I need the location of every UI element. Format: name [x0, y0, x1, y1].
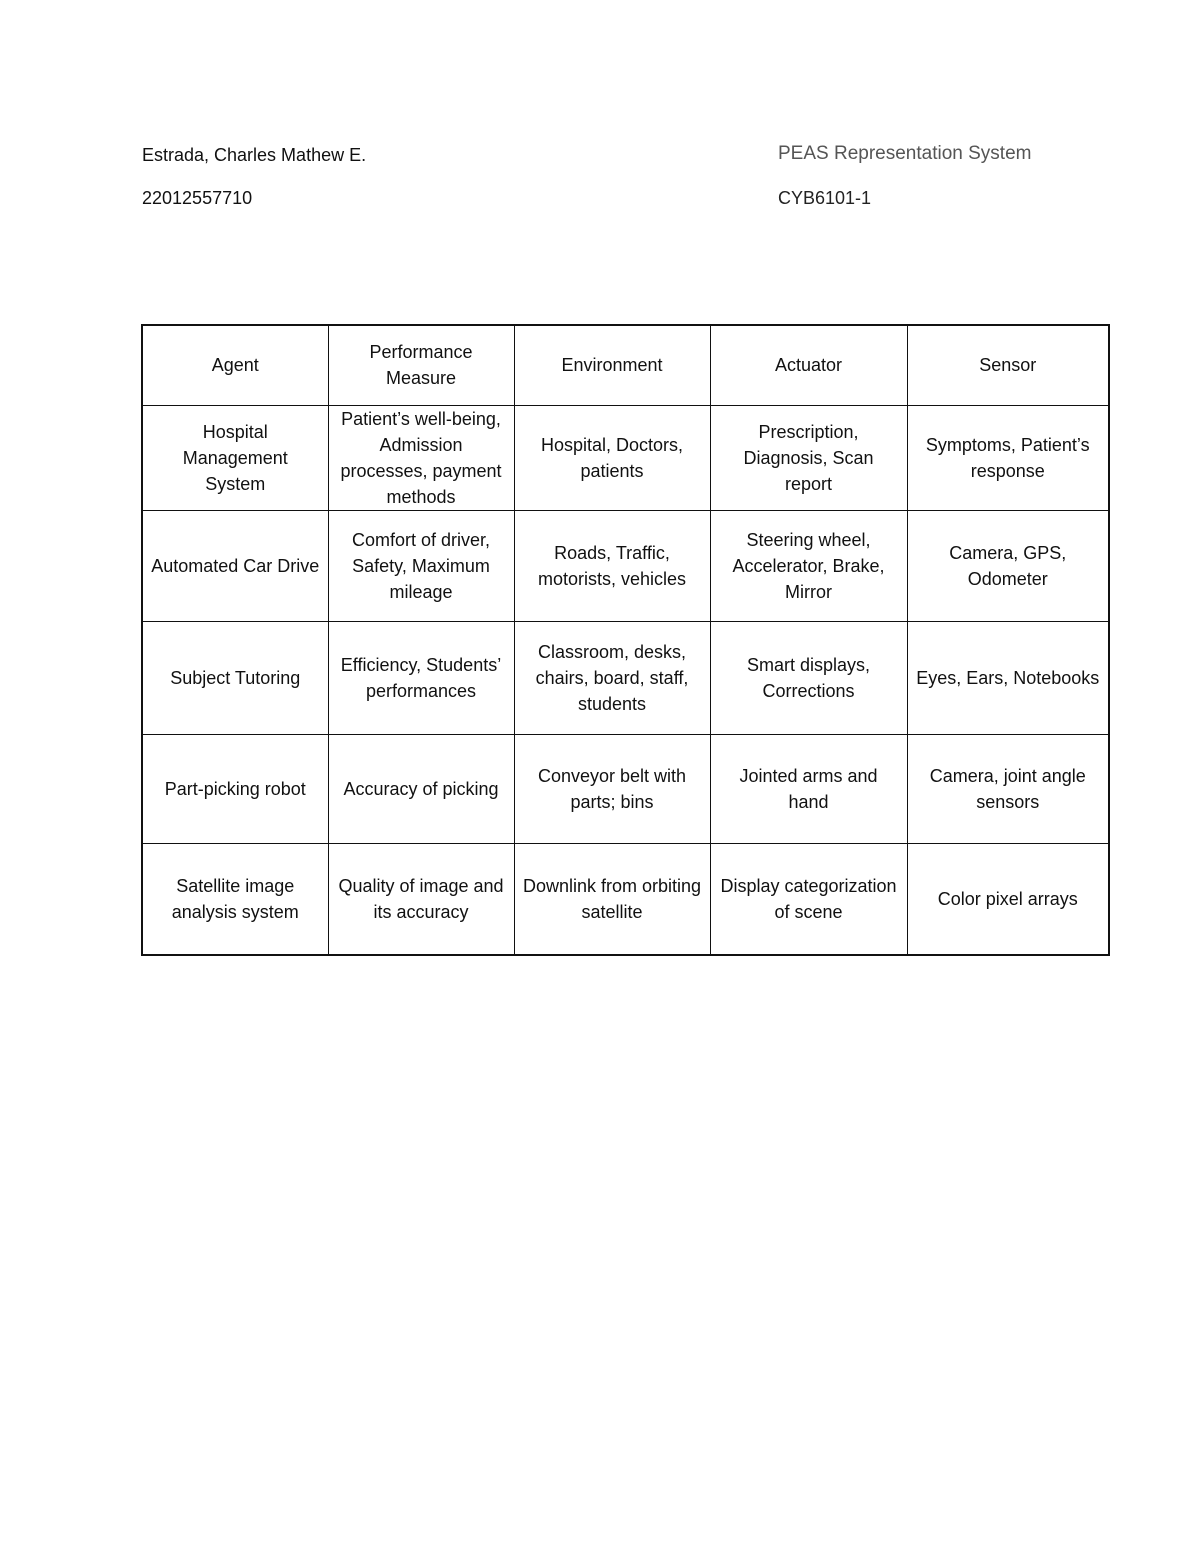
- cell-sensor: Camera, GPS, Odometer: [907, 510, 1109, 621]
- cell-agent: Satellite image analysis system: [142, 843, 328, 955]
- table-row: [142, 621, 1109, 734]
- cell-sensor: Color pixel arrays: [907, 843, 1109, 955]
- cell-performance: Efficiency, Students’ performances: [328, 621, 514, 734]
- document-title: PEAS Representation System: [778, 143, 1032, 164]
- cell-actuator: Steering wheel, Accelerator, Brake, Mirror: [710, 510, 907, 621]
- student-id: 22012557710: [142, 188, 253, 208]
- cell-actuator: Prescription, Diagnosis, Scan report: [710, 405, 907, 510]
- cell-performance: Comfort of driver, Safety, Maximum mileage: [328, 510, 514, 621]
- cell-actuator: Display categorization of scene: [710, 843, 907, 955]
- peas-table: [141, 324, 1110, 956]
- cell-actuator: Jointed arms and hand: [710, 734, 907, 843]
- cell-environment: Roads, Traffic, motorists, vehicles: [514, 510, 710, 621]
- cell-agent: Hospital Management System: [142, 405, 328, 510]
- cell-sensor: Eyes, Ears, Notebooks: [907, 621, 1109, 734]
- column-header-environment: Environment: [514, 325, 710, 405]
- cell-actuator: Smart displays, Corrections: [710, 621, 907, 734]
- table-header-row: [142, 325, 1109, 405]
- cell-agent: Part-picking robot: [142, 734, 328, 843]
- student-name: Estrada, Charles Mathew E.: [142, 145, 367, 165]
- cell-agent: Automated Car Drive: [142, 510, 328, 621]
- cell-sensor: Camera, joint angle sensors: [907, 734, 1109, 843]
- table-row: [142, 510, 1109, 621]
- cell-performance: Patient’s well-being, Admission processes, payment methods: [328, 405, 514, 510]
- column-header-agent: Agent: [142, 325, 328, 405]
- cell-environment: Downlink from orbiting satellite: [514, 843, 710, 955]
- cell-sensor: Symptoms, Patient’s response: [907, 405, 1109, 510]
- table-row: [142, 734, 1109, 843]
- table-row: [142, 843, 1109, 955]
- column-header-sensor: Sensor: [907, 325, 1109, 405]
- cell-performance: Quality of image and its accuracy: [328, 843, 514, 955]
- column-header-actuator: Actuator: [710, 325, 907, 405]
- table-row: [142, 405, 1109, 510]
- cell-environment: Classroom, desks, chairs, board, staff, students: [514, 621, 710, 734]
- cell-agent: Subject Tutoring: [142, 621, 328, 734]
- cell-environment: Conveyor belt with parts; bins: [514, 734, 710, 843]
- course-code: CYB6101-1: [778, 188, 872, 208]
- column-header-performance-measure: Performance Measure: [328, 325, 514, 405]
- cell-environment: Hospital, Doctors, patients: [514, 405, 710, 510]
- cell-performance: Accuracy of picking: [328, 734, 514, 843]
